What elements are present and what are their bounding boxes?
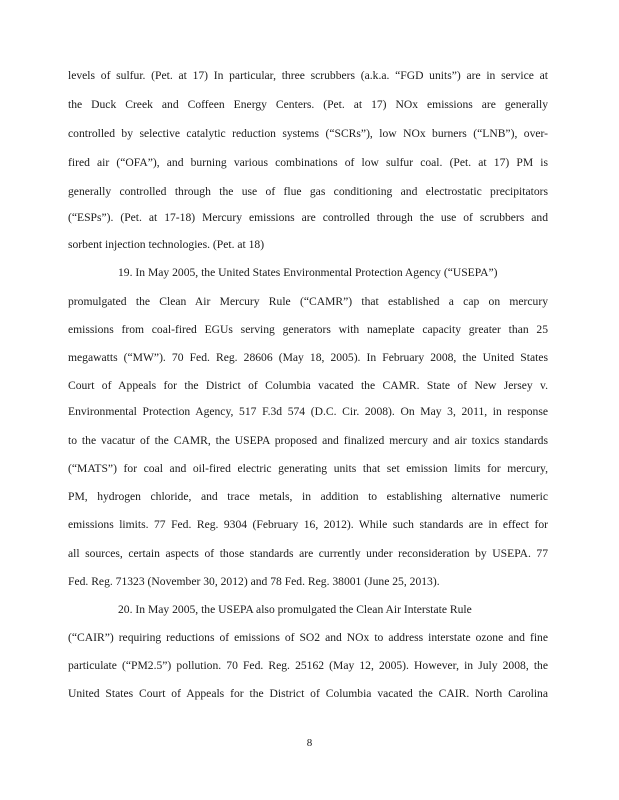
text-line: all sources, certain aspects of those standards are currently under reconsideration by USEPA. 77 (68, 547, 548, 560)
text-line: particulate (“PM2.5”) pollution. 70 Fed. Reg. 25162 (May 12, 2005). However, in July 2008, the (68, 659, 548, 672)
text-line: generally controlled through the use of flue gas conditioning and electrostatic precipitators (68, 185, 548, 198)
text-line: (“CAIR”) requiring reductions of emissions of SO2 and NOx to address interstate ozone and fine (68, 631, 548, 644)
text-line: fired air (“OFA”), and burning various combinations of low sulfur coal. (Pet. at 17) PM is (68, 156, 548, 169)
page-number: 8 (306, 737, 313, 749)
text-line: Environmental Protection Agency, 517 F.3d 574 (D.C. Cir. 2008). On May 3, 2011, in response (68, 405, 548, 418)
text-line: (“ESPs”). (Pet. at 17-18) Mercury emissions are controlled through the use of scrubbers and (68, 211, 548, 224)
text-line: controlled by selective catalytic reduction systems (“SCRs”), low NOx burners (“LNB”), over- (68, 127, 548, 140)
text-line: emissions limits. 77 Fed. Reg. 9304 (February 16, 2012). While such standards are in effect for (68, 518, 548, 531)
text-line: the Duck Creek and Coffeen Energy Centers. (Pet. at 17) NOx emissions are generally (68, 98, 548, 111)
text-line: Fed. Reg. 71323 (November 30, 2012) and 78 Fed. Reg. 38001 (June 25, 2013). (68, 575, 440, 588)
text-line: Court of Appeals for the District of Columbia vacated the CAMR. State of New Jersey v. (68, 379, 548, 392)
text-line: promulgated the Clean Air Mercury Rule (“CAMR”) that established a cap on mercury (68, 295, 548, 308)
text-line: megawatts (“MW”). 70 Fed. Reg. 28606 (May 18, 2005). In February 2008, the United States (68, 351, 548, 364)
text-line: to the vacatur of the CAMR, the USEPA proposed and finalized mercury and air toxics standards (68, 434, 548, 447)
text-line: levels of sulfur. (Pet. at 17) In particular, three scrubbers (a.k.a. “FGD units”) are in service at (68, 69, 548, 82)
paragraph-20-first-line: 20. In May 2005, the USEPA also promulgated the Clean Air Interstate Rule (118, 603, 472, 616)
text-line: PM, hydrogen chloride, and trace metals, in addition to establishing alternative numeric (68, 490, 548, 503)
text-line: sorbent injection technologies. (Pet. at 18) (68, 238, 265, 251)
text-line: emissions from coal-fired EGUs serving generators with nameplate capacity greater than 25 (68, 323, 548, 336)
text-line: (“MATS”) for coal and oil-fired electric generating units that set emission limits for mercury, (68, 462, 548, 475)
paragraph-19-first-line: 19. In May 2005, the United States Environmental Protection Agency (“USEPA”) (118, 266, 498, 279)
text-line: United States Court of Appeals for the District of Columbia vacated the CAIR. North Carolina (68, 687, 548, 700)
